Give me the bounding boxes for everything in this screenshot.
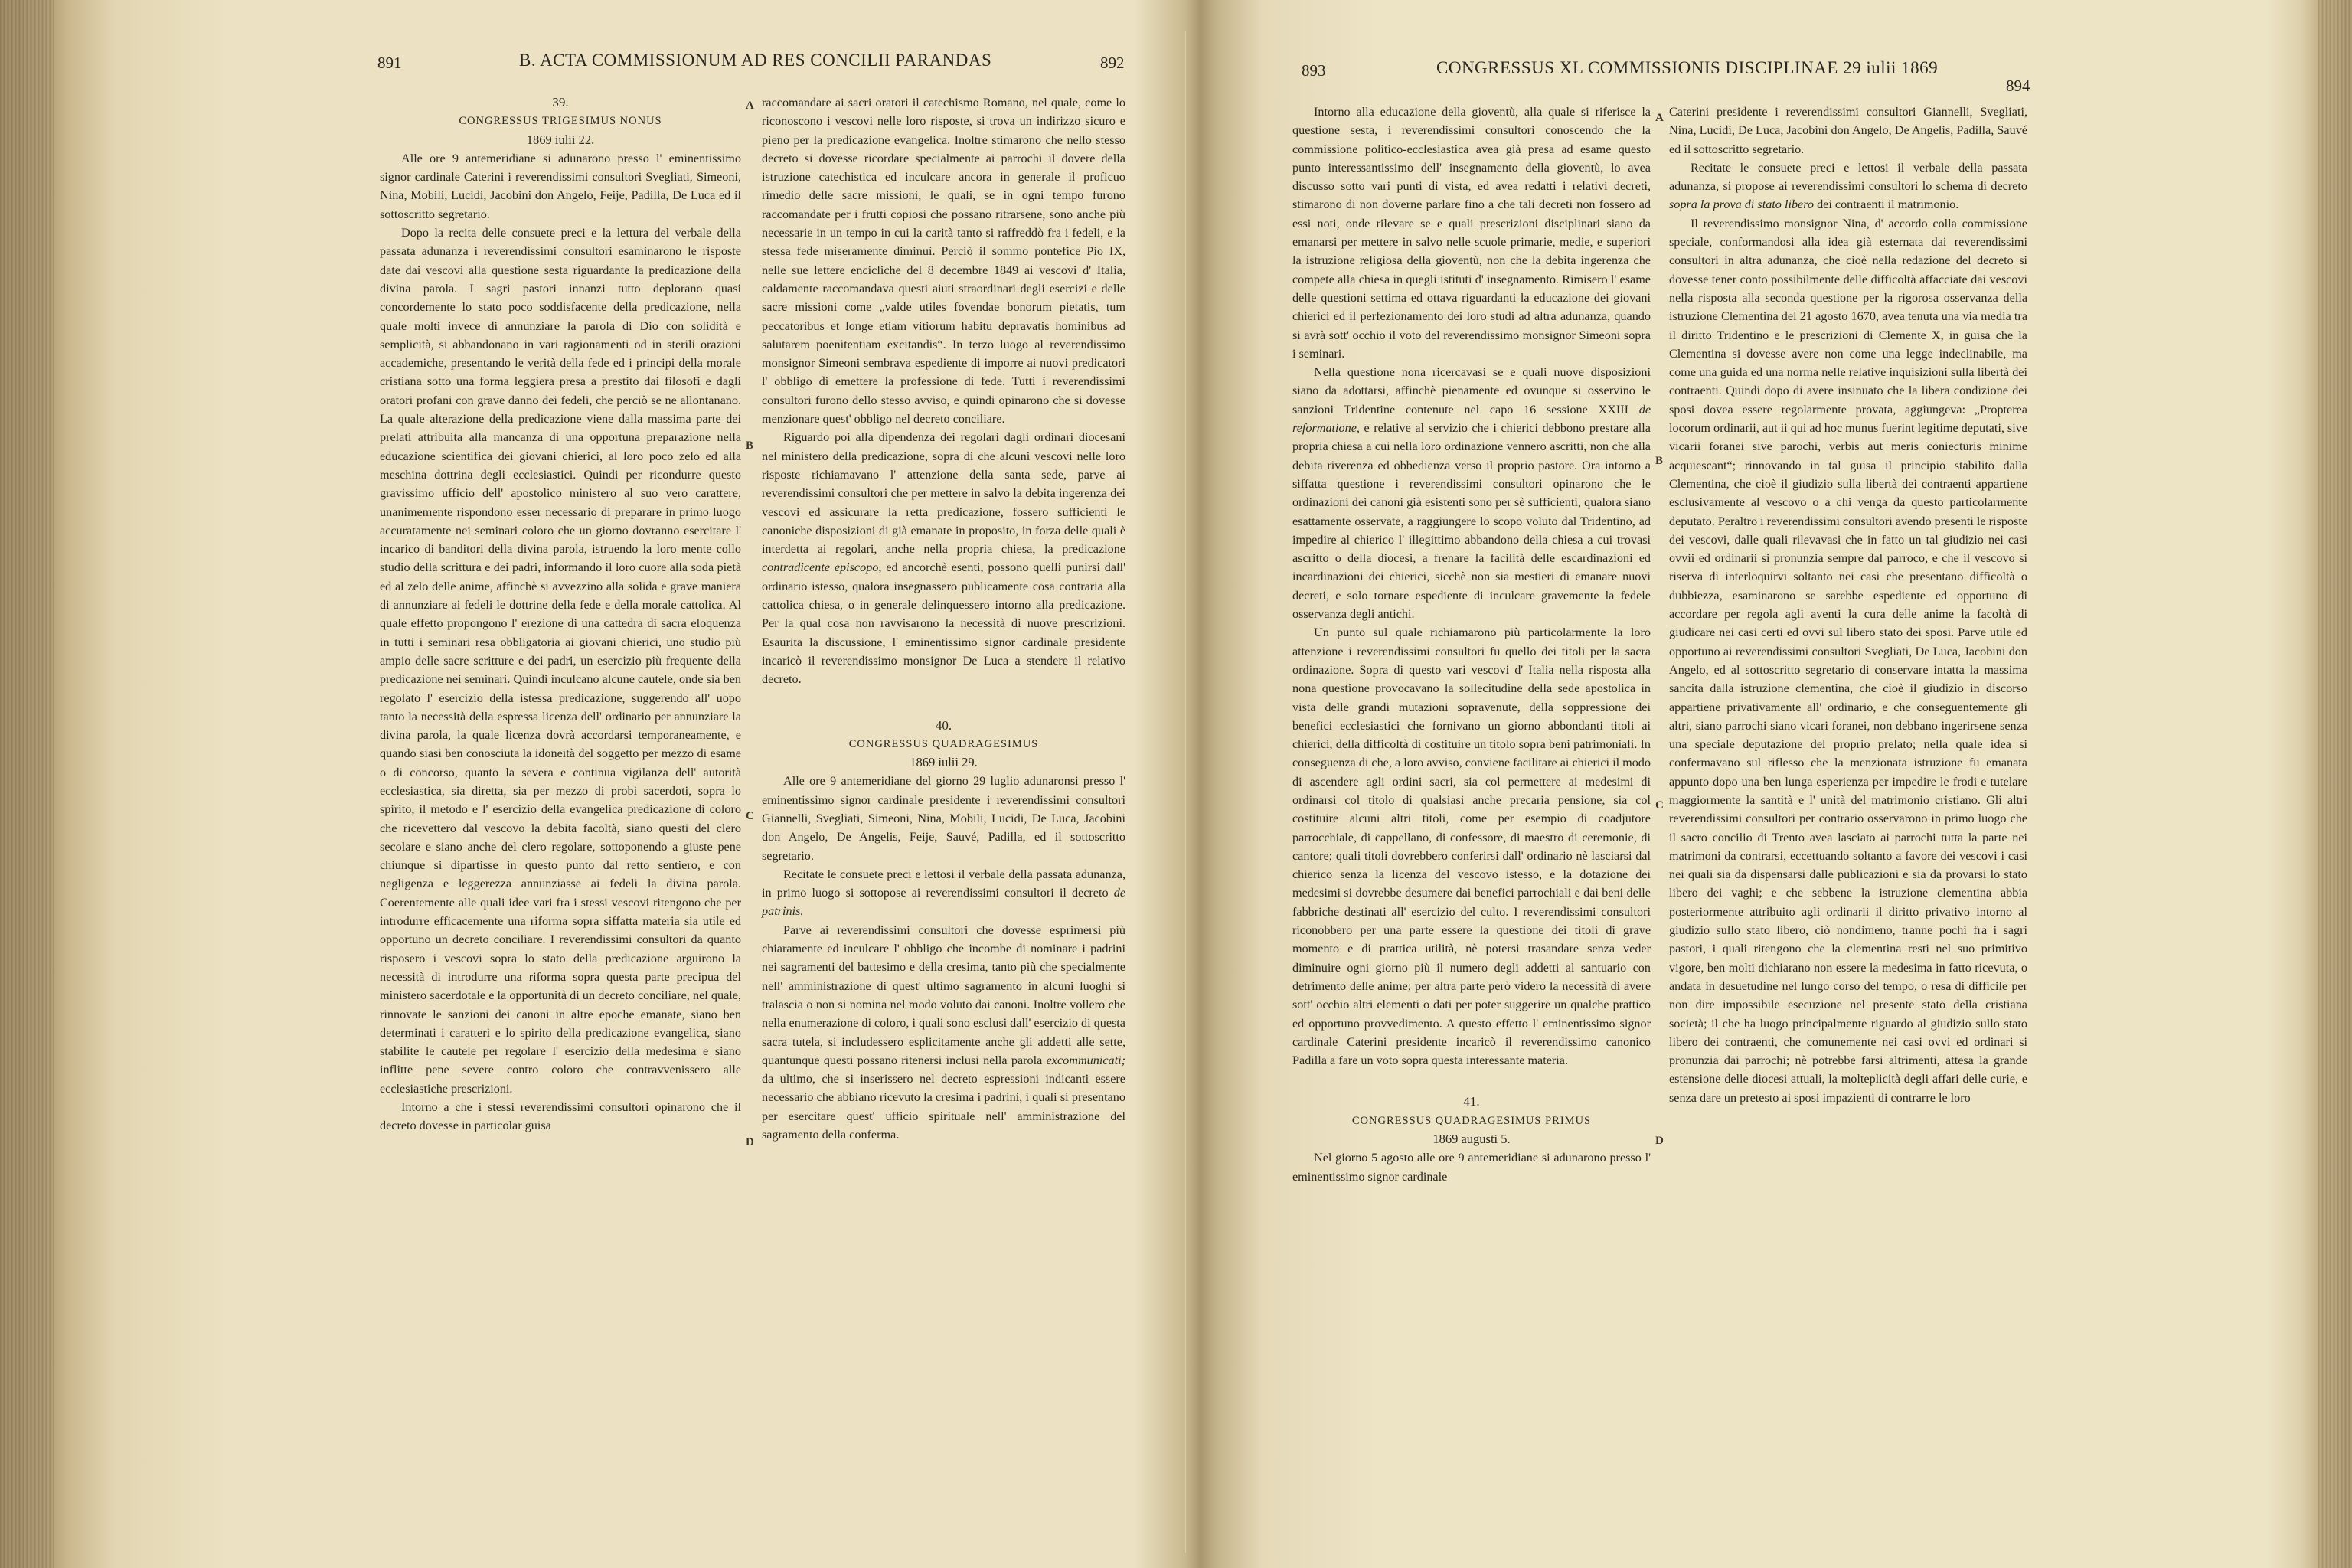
margin-marker-c-right: C <box>1655 799 1664 812</box>
margin-marker-c: C <box>746 810 754 822</box>
margin-marker-b-right: B <box>1655 455 1664 467</box>
paragraph: Caterini presidente i reverendissimi consultori Giannelli, Svegliati, Nina, Lucidi, De Luca, Jacobini don Angelo, De Angelis, Padilla, Sauvé ed il sottoscritto segretario. <box>1669 105 2027 156</box>
section-title: CONGRESSUS TRIGESIMUS NONUS <box>459 115 662 128</box>
paragraph: Alle ore 9 antemeridiane si adunarono presso l' eminentissimo signor cardinale Caterini i reverendissimi consultori Svegliati, Simeoni, Nina, Mobili, Lucidi, Jacobini don Angelo, Feije, Padilla, De Luca ed il sottoscritto segretario. <box>380 151 741 221</box>
paragraph: Parve ai reverendissimi consultori che dovesse esprimersi più chiaramente ed inculcare l' obbligo che incombe di nominare i padrini nei sagramenti del battesimo e della cresima, tanto più che specialmente nell' amministrazione di quest' ultimo sagramento in alcuni luoghi si tralascia o non si nomina nel modo voluto dai canoni. Inoltre vollero che nella enumerazione di coloro, i quali sono esclusi dall' esercizio di questa sacra tutela, si includessero esplicitamente anche gli addetti alle sette, quantunque questi possano ritenersi inclusi nella parola excommunicati; da ultimo, che si inserissero nel decreto espressioni indicanti essere necessario che abbiano ricevuto la cresima i padrini, i quali si presentano per esercitare quest' ufficio spirituale nell' amministrazione del sagramento della conferma. <box>762 923 1125 1142</box>
book-gutter <box>1185 31 1186 1553</box>
page-edges-left <box>0 0 54 1568</box>
section-title: CONGRESSUS QUADRAGESIMUS <box>848 737 1039 750</box>
page-number-891: 891 <box>377 54 402 72</box>
paragraph: Nella questione nona ricercavasi se e quali nuove disposizioni siano da adottarsi, affinchè pienamente ed ovunque si osservino le sanzioni Tridentine contenute nel capo 16 sessione XXIII de reformatione, e relative al servizio che i chierici debbono prestare alla propria chiesa a cui nella loro ordinazione vennero ascritti, non che alla debita riverenza ed obbedienza verso il proprio pastore. Ora intorno a siffatta questione i reverendissimi consultori opinarono che le ordinazioni dei canoni già esistenti sono per sè sufficienti, qualora siano esattamente osservate, a raggiungere lo scopo voluto dal Tridentino, ad impedire al chierico l' illegittimo abbandono della chiesa a cui trovasi ascritto o della diocesi, a frenare la facilità delle escardinazioni ed incardinazioni dei chierici, sicchè non sia mestieri di emanare nuovi decreti, e solo tornare espediente di inculcare gravemente la fedele osservanza degli antichi. <box>1292 365 1651 622</box>
paragraph: Un punto sul quale richiamarono più particolarmente la loro attenzione i reverendissimi consultori fu quello dei titoli per la sacra ordinazione. Sopra di questo vari vescovi d' Italia nella risposta alla nona questione provocavano la sollecitudine della sede apostolica in vista delle grandi mutazioni sopravenute, della soppressione dei benefici ecclesiastici che fornivano un giorno abbondanti titoli ai chierici, della difficoltà di costituire un titolo sopra beni patrimoniali. In conseguenza di che, a loro avviso, conviene facilitare ai chierici il modo di ascendere agli ordini sacri, sia col permettere ai medesimi di ordinarsi col titolo di qualsiasi anche precaria pensione, sia col costituire alcuni altri titoli, come per esempio di coadjutore parrocchiale, di cappellano, di confessore, di maestro di ceremonie, di cantore; quali titoli dovrebbero conferirsi dall' ordinario nè lasciarsi dal chierico senza la licenza del vescovo istesso, e la dotazione dei medesimi si dovrebbe desumere dai benefici parrochiali e dai beni delle fabbriche destinati all' esercizio del culto. I reverendissimi consultori riconobbero per una parte essere la questione dei titoli di grave momento e di prattica utilità, nè potersi trasandare senza veder diminuire ogni giorno più il numero degli addetti al santuario con detrimento delle anime; per altra parte però videro la necessità di avere sott' occhio altri elementi o dati per poter suggerire un qualche prattico ed opportuno provvedimento. A questo effetto l' eminentissimo signor cardinale Caterini presidente incaricò il reverendissimo canonico Padilla a fare un voto sopra questa interessante materia. <box>1292 626 1651 1068</box>
margin-marker-a: A <box>746 100 754 112</box>
page-edges-right <box>2318 0 2352 1568</box>
margin-marker-d-right: D <box>1655 1135 1664 1147</box>
running-header-right: CONGRESSUS XL COMMISSIONIS DISCIPLINAE 29 iulii 1869 <box>1436 58 1939 77</box>
section-title: CONGRESSUS QUADRAGESIMUS PRIMUS <box>1351 1114 1592 1127</box>
left-column-1 <box>380 93 741 1135</box>
paragraph: Nel giorno 5 agosto alle ore 9 antemeridiane si adunarono presso l' eminentissimo signor cardinale <box>1292 1151 1651 1184</box>
right-column-2 <box>1669 103 2027 1107</box>
margin-marker-d: D <box>746 1136 754 1148</box>
margin-marker-a-right: A <box>1655 112 1664 124</box>
section-date: 1869 iulii 22. <box>526 132 595 147</box>
margin-marker-b: B <box>746 439 754 452</box>
paragraph: Alle ore 9 antemeridiane del giorno 29 luglio adunaronsi presso l' eminentissimo signor cardinale presidente i reverendissimi consultori Giannelli, Svegliati, Simeoni, Nina, Mobili, Lucidi, De Luca, Jacobini don Angelo, De Angelis, Feije, Sauvé, Padilla, ed il sottoscritto segretario. <box>762 774 1125 863</box>
page-number-893: 893 <box>1302 61 1326 80</box>
page-number-892: 892 <box>1100 54 1125 72</box>
section-date: 1869 augusti 5. <box>1432 1132 1511 1147</box>
paragraph: Recitate le consuete preci e lettosi il verbale della passata adunanza, si propose ai reverendissimi consultori lo schema di decreto sopra la prova di stato libero dei contraenti il matrimonio. <box>1669 160 2027 212</box>
paragraph: Recitate le consuete preci e lettosi il verbale della passata adunanza, in primo luogo si sottopose ai reverendissimi consultori il decreto de patrinis. <box>762 867 1125 919</box>
section-date: 1869 iulii 29. <box>910 755 978 770</box>
paragraph: raccomandare ai sacri oratori il catechismo Romano, nel quale, come lo riconoscono i vescovi nelle loro risposte, si trova un indirizzo sicuro e pieno per la predicazione evangelica. Inoltre stimarono che nello stesso decreto si dovesse ricordare specialmente ai parrochi il dovere della istruzione catechistica ed inculcare ancora in generale il proficuo rimedio delle sacre missioni, le quali, se in ogni tempo furono raccomandate per i frutti copiosi che possano ritrarsene, sono anche più necessarie in un tempo in cui la carità tanto si raffreddò fra i fedeli, e la stessa fede miseramente diminuì. Perciò il sommo pontefice Pio IX, nelle sue lettere encicliche del 8 decembre 1849 ai vescovi d' Italia, caldamente raccomandava questi aiuti straordinari degli esercizi e delle sacre missioni come „valde utiles fovendae bonorum pietatis, tum peccatoribus et longe etiam vitiorum habitu depravatis hominibus ad salutarem poenitentiam excitandis“. In terzo luogo al reverendissimo monsignor Simeoni sembrava espediente di imporre ai nuovi predicatori l' obbligo di emettere la professione di fede. Tutti i reverendissimi consultori furono dello stesso avviso, e quindi opinarono che si dovesse menzionare quest' obbligo nel decreto conciliare. <box>762 96 1125 426</box>
page-number-894: 894 <box>2006 77 2030 95</box>
paragraph: Intorno a che i stessi reverendissimi consultori opinarono che il decreto dovesse in particolar guisa <box>380 1100 741 1133</box>
section-number: 41. <box>1463 1094 1480 1109</box>
paragraph: Intorno alla educazione della gioventù, alla quale si riferisce la questione sesta, i reverendissimi consultori conoscendo che la commissione politico-ecclesiastica avea già presa ad esame questo punto interessantissimo dell' insegnamento della gioventù, lo avea discusso sotto vari punti di vista, ed avea redatti i relativi decreti, stimarono di non doverne parlare fino a che tali decreti non fossero ad essi noti, onde rilevare se e quali prescrizioni disciplinari siano da emanarsi per mettere in salvo nelle scuole primarie, medie, e superiori la istruzione religiosa della gioventù, non che la debita ingerenza che compete alla chiesa in quegli istituti d' insegnamento. Rimisero l' esame delle questioni settima ed ottava riguardanti la educazione dei giovani chierici ed il perfezionamento dei loro studi ad altra adunanza, quando si avrà sott' occhio il voto del reverendissimo monsignor Simeoni sopra i seminari. <box>1292 105 1651 361</box>
paragraph: Dopo la recita delle consuete preci e la lettura del verbale della passata adunanza i reverendissimi consultori esaminarono le risposte date dai vescovi alla questione sesta riguardante la predicazione della divina parola. I sagri pastori innanzi tutto deplorano quasi concordemente lo stato poco soddisfacente della predicazione, nella quale molti invece di annunziare la parola di Dio con solidità e semplicità, si abbandonano in vari ragionamenti od in sterili orazioni accademiche, presentando le verità della fede ed i principi della morale cristiana sotto una forma leggiera presa a prestito dai filosofi e dagli oratori profani con grave danno dei fedeli, che perciò se ne allontanano. La quale alterazione della predicazione viene dalla massima parte dei prelati attribuita alla mancanza di una opportuna preparazione nella educazione scientifica dei giovani chierici, al loro poco zelo ed alla meschina dottrina degli ecclesiastici. Quindi per ricondurre questo gravissimo ufficio dell' apostolico ministero al suo vero carattere, unanimemente rispondono esser necessario di preparare in primo luogo accuratamente nei seminari coloro che un giorno dovranno esercitare l' incarico di banditori della divina parola, istruendo la loro mente collo studio della scrittura e dei padri, informando il loro cuore alla soda pietà ed al zelo delle anime, affinchè si avvezzino alla solida e grave maniera di annunziare ai fedeli le dottrine della fede e della morale cattolica. Al quale effetto propongono l' erezione di una cattedra di sacra eloquenza in tutti i seminari resa obbligatoria ai giovani chierici, uno studio più ampio delle sacre scritture e dei padri, un esercizio più frequente della predicazione nei seminari. Quindi inculcano alcune cautele, onde sia ben regolato l' esercizio della istessa predicazione, suggerendo all' uopo tanto la necessità della espressa licenza dell' ordinario per annunziare la divina parola, la quale licenza dovrà accordarsi temporaneamente, e quando siasi ben conosciuta la idoneità del soggetto per mezzo di esame o di concorso, quanto la severa e continua vigilanza dell' autorità ecclesiastica, sia diretta, sia per mezzo di probi sacerdoti, sopra lo spirito, il metodo e l' esercizio della evangelica predicazione di coloro che ricevettero dal vescovo la debita facoltà, siano questi del clero secolare e siano anche del clero regolare, sottoponendo a giuste pene chiunque si dipartisse in questo punto dal retto sentiero, e con negligenza e leggerezza annunziasse ai fedeli la divina parola. Coerentemente alle quali idee vari fra i stessi vescovi ritengono che per introdurre efficacemente una riforma sopra siffatta materia sia utile ed opportuno un decreto conciliare. I reverendissimi consultori da quanto risposero i vescovi sopra lo stato della predicazione arguirono la necessità di introdurre una riforma sopra questa parte precipua del ministero sacerdotale e la opportunità di un decreto conciliare, nel quale, rinnovate le sanzioni dei canoni in altre epoche emanate, siano ben determinati i caratteri e lo spirito della predicazione evangelica, siano stabilite le cautele per regolare l' esercizio della medesima e siano inflitte pene severe contro coloro che contravvenissero alle ecclesiastiche prescrizioni. <box>380 226 741 1096</box>
section-number: 39. <box>552 95 569 109</box>
left-column-2 <box>762 93 1125 1144</box>
right-column-1 <box>1292 103 1651 1186</box>
paragraph: Riguardo poi alla dipendenza dei regolari dagli ordinari diocesani nel ministero della predicazione, sopra di che alcuni vescovi nelle loro risposte richiamavano l' attenzione della santa sede, parve ai reverendissimi consultori che per mettere in salvo la debita ingerenza dei vescovi ed assicurare la retta predicazione, fossero sufficienti le canoniche disposizioni di già emanate in proposito, in forza delle quali è interdetta ai regolari, anche nella propria chiesa, la predicazione contradicente episcopo, ed ancorchè esenti, possono quelli punirsi dall' ordinario istesso, qualora insegnassero publicamente cosa contraria alla cattolica chiesa, o in generale delinquessero intorno alla predicazione. Per la qual cosa non ravvisarono la necessità di nuove prescrizioni. Esaurita la discussione, l' eminentissimo signor cardinale presidente incaricò il reverendissimo monsignor De Luca a stendere il relativo decreto. <box>762 430 1125 687</box>
section-number: 40. <box>935 717 952 733</box>
paragraph: Il reverendissimo monsignor Nina, d' accordo colla commissione speciale, conformandosi alla idea già esternata dai reverendissimi consultori in altra adunanza, che cioè nella redazione del decreto si dovesse tener conto possibilmente delle difficoltà affacciate dai vescovi nella risposta alla seconda questione per la rigorosa osservanza della istruzione Clementina del 21 agosto 1670, avea tenuta una via media tra il diritto Tridentino e le prescrizioni di Clemente X, in guisa che la Clementina si dovesse avere non come una legge indeclinabile, ma come una guida ed una norma nelle relative inquisizioni sulla libertà dei contraenti. Quindi dopo di avere insinuato che la libera condizione dei sposi dovea essere regolarmente provata, aggiungeva: „Propterea locorum ordinarii, aut ii qui ad hoc munus fuerint legitime deputati, sive vicarii foranei sive parochi, verbis aut meris coniecturis minime acquiescant“; rinnovando in tal guisa il principio stabilito dalla Clementina, che cioè il giudizio sulla libertà dei contraenti appartiene esclusivamente al vescovo o a chi venga da questo particolarmente deputato. Peraltro i reverendissimi consultori avendo presenti le risposte dei vescovi, dalle quali rilevavasi che in fatto un tal giudizio nei casi ovvii ed ordinarii si pronunzia sempre dal parroco, e che il vescovo si riserva di interloquirvi soltanto nei casi che presentano difficoltà o dubbiezza, esaminarono se sarebbe espediente ed opportuno di accordare per regola agli aventi la cura delle anime la facoltà di giudicare nei casi certi ed ovvi sul libero stato dei sposi. Parve utile ed opportuno ai reverendissimi consultori Svegliati, De Luca, Jacobini don Angelo, ed al sottoscritto segretario di conservare intatta la massima sancita dalla istruzione clementina, che cioè il giudizio in discorso appartiene privativamente all' ordinario, e che conseguentemente gli altri, siano parrochi siano vicari foranei, non debbano ingerirsene senza una speciale deputazione del proprio prelato; nella quale idea si confermavano sul riflesso che la menzionata istruzione fu emanata appunto dopo una ben lunga esperienza per impedire le frodi e tutelare maggiormente la santità e l' unità del matrimonio cristiano. Gli altri reverendissimi consultori per contrario osservarono in primo luogo che il sacro concilio di Trento avea lasciato ai parrochi tutta la parte nei matrimoni da contrarsi, eccettuando soltanto a favore dei vescovi i casi nei quali sia da dispensarsi dalle publicazioni e sia da provarsi lo stato libero dei vaghi; e che sebbene la istruzione clementina abbia posteriormente attribuito agli ordinarii il diritto privativo intorno al giudizio sullo stato libero, ciò nondimeno, tranne pochi fra i sagri pastori, i quali ritengono che la clementina resti nel suo primitivo vigore, ben molti dichiarano non essere la medesima in fatto ricevuta, o andata in desuetudine nel lungo corso del tempo, o resa di difficile per non dire impossibile esecuzione nel presente stato della cristiana società; il che ha luogo principalmente riguardo al giudizio sullo stato libero dei contraenti, che comunemente nei casi ovvi ed ordinari si pronunzia dai parrochi; nè potrebbe farsi altrimenti, attesa la grande estensione delle diocesi attuali, la molteplicità degli affari delle curie, e senza dare un pretesto ai sposi impazienti di contrarre le loro <box>1669 216 2027 1105</box>
running-header-left: B. ACTA COMMISSIONUM AD RES CONCILII PARANDAS <box>519 51 992 70</box>
